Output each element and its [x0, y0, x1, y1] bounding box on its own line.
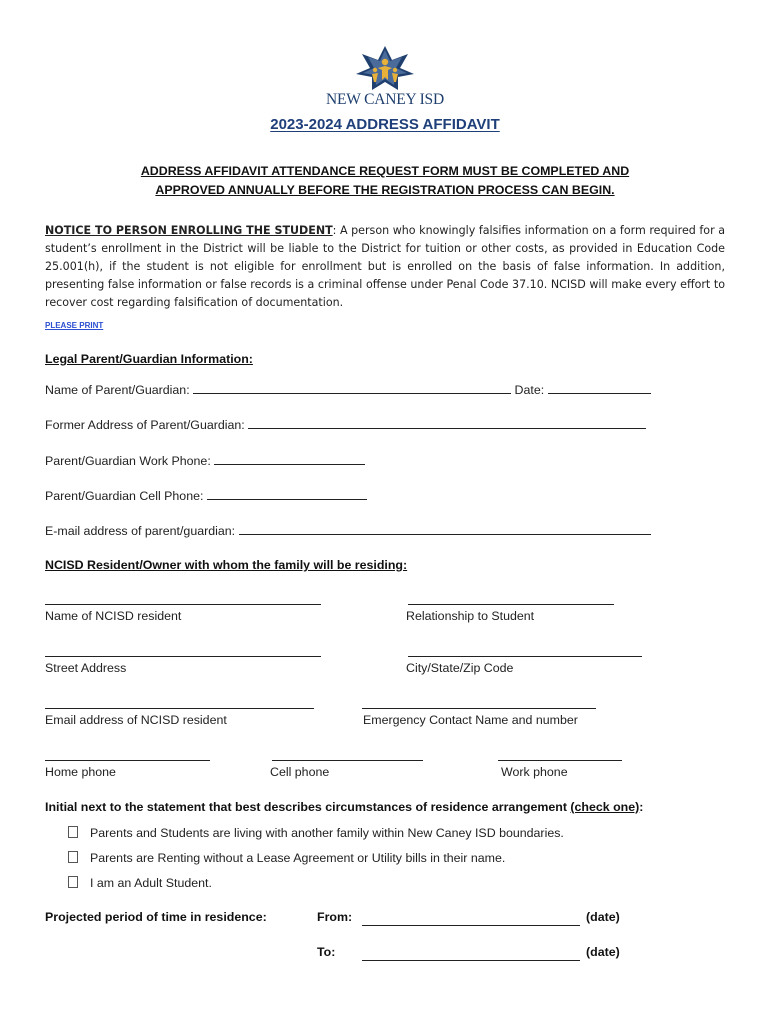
- guardian-email-field[interactable]: [239, 523, 651, 535]
- former-address-field[interactable]: [248, 417, 646, 429]
- notice-paragraph: [45, 222, 725, 312]
- to-label: To:: [317, 945, 336, 959]
- residence-period-label: Projected period of time in residence:: [45, 910, 267, 924]
- emergency-contact-caption: Emergency Contact Name and number: [363, 713, 578, 727]
- street-address-field[interactable]: [45, 656, 321, 657]
- resident-work-phone-caption: Work phone: [501, 765, 568, 779]
- cell-phone-row: [45, 488, 367, 503]
- home-phone-caption: Home phone: [45, 765, 116, 779]
- option-label: Parents and Students are living with another family within New Caney ISD boundaries.: [90, 826, 564, 840]
- new-caney-isd-logo: [326, 44, 444, 108]
- relationship-caption: Relationship to Student: [406, 609, 535, 623]
- city-state-zip-field[interactable]: [408, 656, 642, 657]
- checkbox-icon[interactable]: [68, 851, 78, 863]
- to-date-field[interactable]: [362, 960, 580, 961]
- registration-requirement-heading: [40, 162, 730, 200]
- document-title: 2023-2024 ADDRESS AFFIDAVIT: [270, 116, 500, 133]
- emergency-contact-field[interactable]: [362, 708, 596, 709]
- arrangement-instruction-text: Initial next to the statement that best describes circumstances of residence arrangement: [45, 800, 571, 814]
- cell-phone-label: Parent/Guardian Cell Phone:: [45, 489, 204, 503]
- resident-email-caption: Email address of NCISD resident: [45, 713, 227, 727]
- checkbox-icon[interactable]: [68, 876, 78, 888]
- instruction-colon: :: [639, 800, 644, 814]
- from-date-field[interactable]: [362, 925, 580, 926]
- guardian-name-field[interactable]: [193, 382, 511, 394]
- date-field[interactable]: [548, 382, 651, 394]
- please-print-note: PLEASE PRINT: [45, 321, 104, 330]
- resident-cell-phone-field[interactable]: [272, 760, 423, 761]
- work-phone-row: [45, 453, 365, 468]
- guardian-email-label: E-mail address of parent/guardian:: [45, 524, 236, 538]
- checkbox-icon[interactable]: [68, 826, 78, 838]
- from-label: From:: [317, 910, 353, 924]
- former-address-row: [45, 417, 646, 432]
- option-label: I am an Adult Student.: [90, 876, 212, 890]
- notice-text: : A person who knowingly falsifies information on a form required for a student’s enrollment in the District will be liable to the District for tuition or other costs, as provided in Education Code 25.001(h), if the student is not eligible for enrollment but is enrolled on the basis of false information. In addition, presenting false information or false records is a criminal offense under Penal Code 37.10. NCISD will make every effort to recover cost regarding falsification of documentation.: [45, 224, 725, 309]
- guardian-name-label: Name of Parent/Guardian:: [45, 383, 190, 397]
- city-state-zip-caption: City/State/Zip Code: [406, 661, 514, 675]
- requirement-line-2: APPROVED ANNUALLY BEFORE THE REGISTRATION PROCESS CAN BEGIN.: [155, 183, 615, 197]
- resident-name-caption: Name of NCISD resident: [45, 609, 182, 623]
- date-label: Date:: [514, 383, 545, 397]
- guardian-name-row: [45, 382, 651, 397]
- arrangement-instruction: [45, 800, 643, 814]
- work-phone-label: Parent/Guardian Work Phone:: [45, 454, 211, 468]
- logo-wordmark: NEW CANEY ISD: [326, 91, 444, 108]
- resident-work-phone-field[interactable]: [498, 760, 622, 761]
- resident-cell-phone-caption: Cell phone: [270, 765, 330, 779]
- relationship-field[interactable]: [408, 604, 614, 605]
- guardian-email-row: [45, 523, 651, 538]
- to-date-suffix: (date): [586, 945, 620, 959]
- cell-phone-field[interactable]: [207, 488, 367, 500]
- work-phone-field[interactable]: [214, 453, 365, 465]
- resident-section-heading: NCISD Resident/Owner with whom the family will be residing:: [45, 558, 408, 572]
- arrangement-option-adult-student: [68, 876, 212, 890]
- arrangement-option-living-with-family: [68, 826, 564, 840]
- star-figures-logo-icon: [326, 44, 444, 94]
- street-address-caption: Street Address: [45, 661, 127, 675]
- check-one-text: (check one): [570, 800, 640, 814]
- notice-label: NOTICE TO PERSON ENROLLING THE STUDENT: [45, 224, 333, 237]
- arrangement-option-renting: [68, 851, 505, 865]
- guardian-section-heading: Legal Parent/Guardian Information:: [45, 352, 253, 366]
- from-date-suffix: (date): [586, 910, 620, 924]
- resident-name-field[interactable]: [45, 604, 321, 605]
- resident-email-field[interactable]: [45, 708, 314, 709]
- home-phone-field[interactable]: [45, 760, 210, 761]
- requirement-line-1: ADDRESS AFFIDAVIT ATTENDANCE REQUEST FORM MUST BE COMPLETED AND: [140, 164, 630, 178]
- former-address-label: Former Address of Parent/Guardian:: [45, 418, 245, 432]
- option-label: Parents are Renting without a Lease Agreement or Utility bills in their name.: [90, 851, 506, 865]
